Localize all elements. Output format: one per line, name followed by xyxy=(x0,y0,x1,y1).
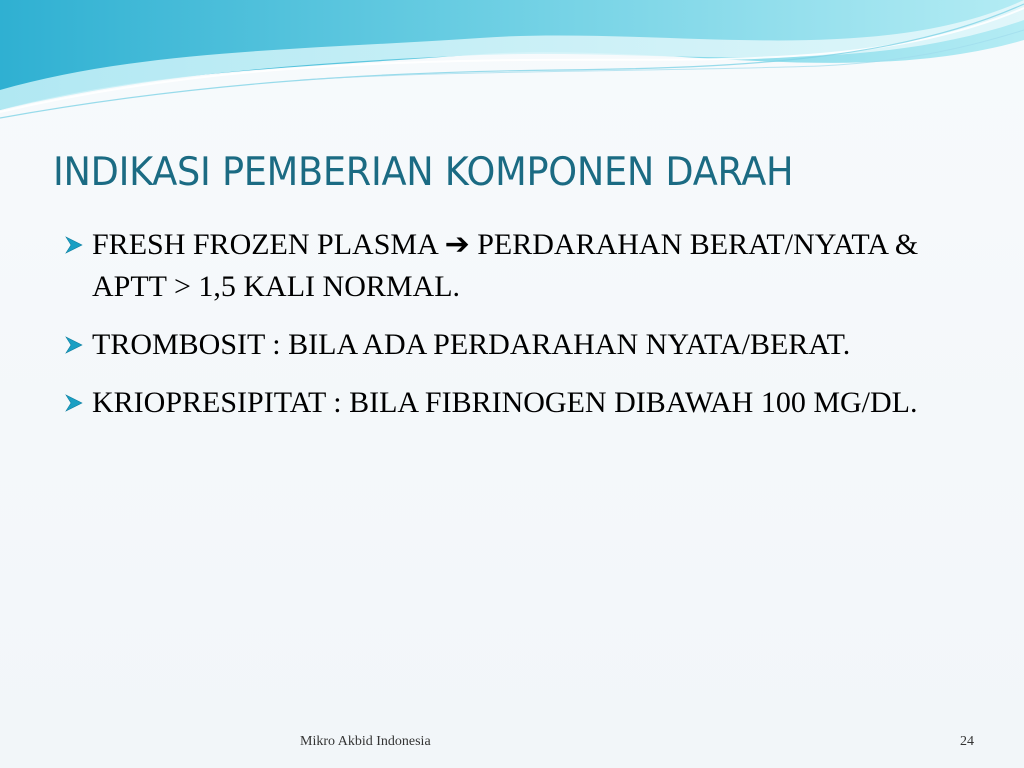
bullet-item xyxy=(64,324,964,366)
bullet-text: KRIOPRESIPITAT : BILA FIBRINOGEN DIBAWAH 100 MG/DL. xyxy=(92,386,918,419)
bullet-text: TROMBOSIT : BILA ADA PERDARAHAN NYATA/BERAT. xyxy=(92,328,851,361)
header-wave-decoration xyxy=(0,0,1024,130)
arrowhead-bullet-icon xyxy=(64,236,84,254)
bullet-list xyxy=(64,224,964,440)
bullet-item xyxy=(64,382,964,424)
page-number: 24 xyxy=(960,734,974,749)
bullet-text: FRESH FROZEN PLASMA ➔ PERDARAHAN BERAT/NYATA & APTT > 1,5 KALI NORMAL. xyxy=(92,228,919,303)
arrowhead-bullet-icon xyxy=(64,336,84,354)
arrowhead-bullet-icon xyxy=(64,394,84,412)
slide-title: INDIKASI PEMBERIAN KOMPONEN DARAH xyxy=(53,150,794,195)
bullet-item xyxy=(64,224,964,308)
footer-text: Mikro Akbid Indonesia xyxy=(300,734,431,749)
